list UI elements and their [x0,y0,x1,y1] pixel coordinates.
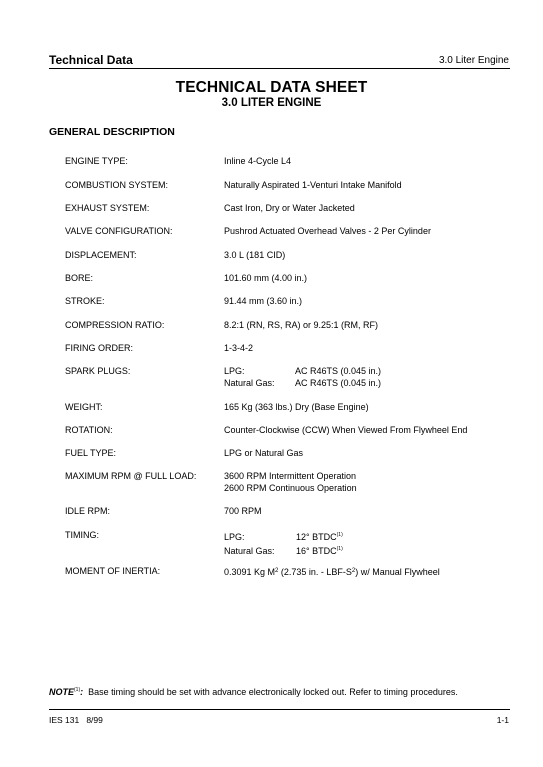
spec-label: ROTATION: [65,425,113,435]
header-rule [49,68,510,69]
spec-value: 8.2:1 (RN, RS, RA) or 9.25:1 (RM, RF) [224,320,379,330]
spec-value: Counter-Clockwise (CCW) When Viewed From Flywheel End [224,425,468,435]
spec-label: TIMING: [65,530,99,540]
spec-label: STROKE: [65,296,105,306]
max-rpm-intermittent: 3600 RPM Intermittent Operation [224,471,357,481]
footer-document-id: IES 131 8/99 [49,715,103,725]
spark-plug-lpg: LPG: AC R46TS (0.045 in.) [224,366,382,376]
spec-value: 700 RPM [224,506,262,516]
spec-value: 0.3091 Kg $M^2$ (2.735 in. - LBF-$S^2$) w/ Manual Flywheel [224,567,440,577]
timing-lpg: LPG: 12° BTDC$^{(1)}$ [224,532,343,542]
spec-value: 101.60 mm (4.00 in.) [224,273,308,283]
spec-label: VALVE CONFIGURATION: [65,226,173,236]
spec-value: 3.0 L (181 CID) [224,250,286,260]
spec-value: Naturally Aspirated 1-Venturi Intake Manifold [224,180,402,190]
spec-value: 1-3-4-2 [224,343,254,353]
spec-value-multi [224,470,357,494]
spec-value-multi [224,529,343,557]
document-subtitle: 3.0 LITER ENGINE [221,97,322,109]
timing-natural-gas: Natural Gas: 16° BTDC$^{(1)}$ [224,546,343,556]
spec-label: FUEL TYPE: [65,448,117,458]
footnote: NOTE$^{(1)}$: Base timing should be set with advance electronically locked out. Refer to timing procedures. [49,687,458,697]
note-reference: (1) [336,532,343,538]
max-rpm-continuous: 2600 RPM Continuous Operation [224,483,357,493]
spec-value: Pushrod Actuated Overhead Valves - 2 Per Cylinder [224,226,431,236]
spec-label: MAXIMUM RPM @ FULL LOAD: [65,471,197,481]
header-engine-label: 3.0 Liter Engine [438,55,509,66]
spec-label: COMBUSTION SYSTEM: [65,180,169,190]
document-title: TECHNICAL DATA SHEET [175,79,368,96]
spec-label: EXHAUST SYSTEM: [65,203,150,213]
spec-label: ENGINE TYPE: [65,156,128,166]
spec-label: DISPLACEMENT: [65,250,137,260]
spec-value: 91.44 mm (3.60 in.) [224,296,303,306]
spec-label: IDLE RPM: [65,506,111,516]
spec-label: COMPRESSION RATIO: [65,320,165,330]
header-section-title: Technical Data [49,53,133,67]
spec-label: WEIGHT: [65,402,103,412]
spec-label: SPARK PLUGS: [65,366,131,376]
spec-value: LPG or Natural Gas [224,448,304,458]
spec-value: Inline 4-Cycle L4 [224,156,292,166]
spec-label: FIRING ORDER: [65,343,134,353]
note-reference: (1) [336,546,343,552]
spec-value: Cast Iron, Dry or Water Jacketed [224,203,355,213]
spec-label: MOMENT OF INERTIA: [65,566,161,576]
note-label: NOTE [49,687,75,697]
section-heading: GENERAL DESCRIPTION [49,126,175,138]
footer-page-number: 1-1 [496,715,509,725]
footer-rule [49,709,510,710]
note-reference: (1) [74,687,81,693]
spec-label: BORE: [65,273,94,283]
note-text: Base timing should be set with advance electronically locked out. Refer to timing procedures. [88,687,458,697]
spec-value-multi [224,365,381,389]
spec-value: 165 Kg (363 lbs.) Dry (Base Engine) [224,402,369,412]
spark-plug-natural-gas: Natural Gas: AC R46TS (0.045 in.) [224,378,382,388]
